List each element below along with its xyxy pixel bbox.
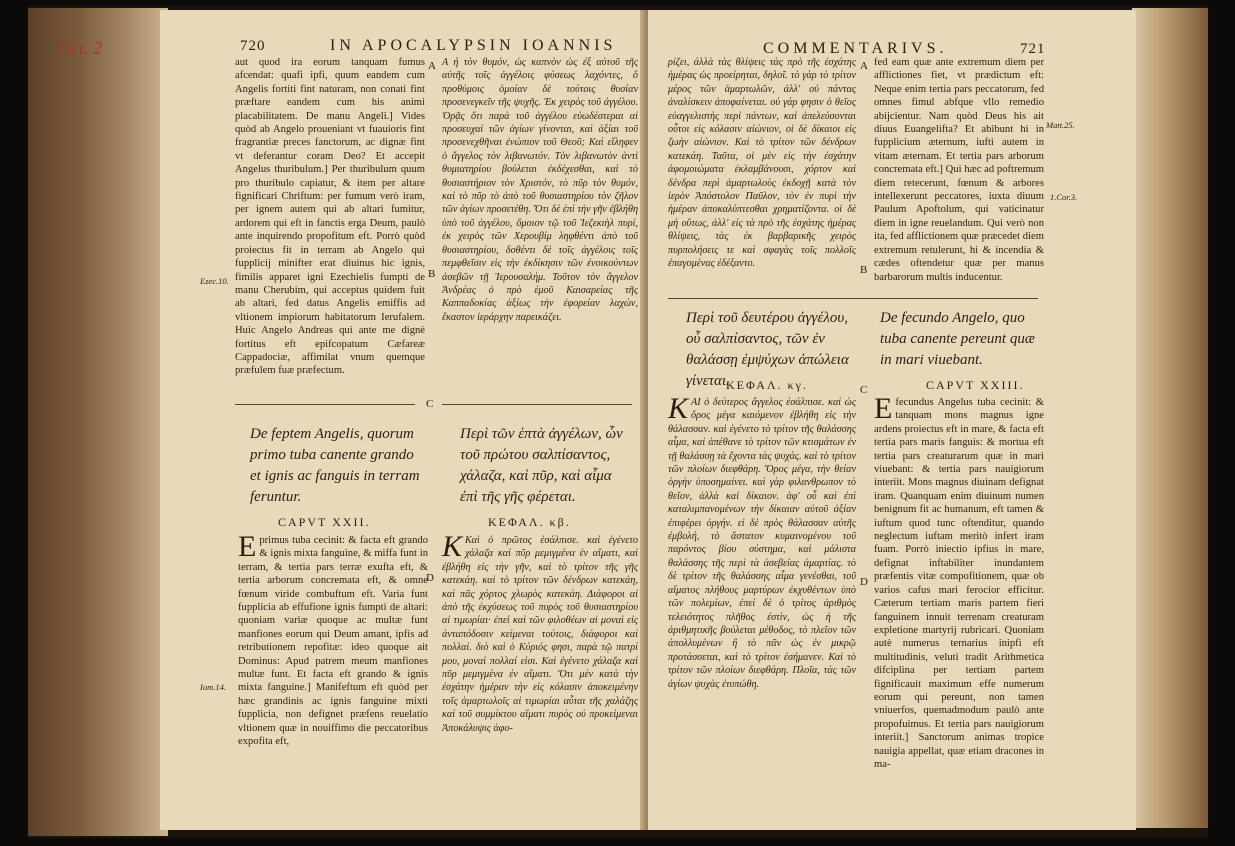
caput-latin: CAPVT XXIII. <box>926 378 1025 392</box>
chapter-heading-greek: Περὶ τοῦ δευτέρου ἀγγέλου, οὗ σαλπίσαντος, τῶν ἐν θαλάσσῃ ἐμψύχων ἀπώλεια γίνεται. <box>686 310 849 389</box>
margin-note-corinthians: 1.Cor.3. <box>1050 192 1078 202</box>
latin-column-lower <box>238 530 428 824</box>
section-letter-c: C <box>426 398 434 410</box>
drop-cap-k: K <box>442 530 463 563</box>
latin-column-lower <box>874 392 1044 826</box>
handwritten-ink-note: Oct. 2 <box>58 38 102 58</box>
greek-column-upper <box>442 56 638 386</box>
greek-text-lower: Καὶ ὁ πρῶτος ἐσάλπισε. καὶ ἐγένετο χάλαζα καὶ πῦρ μεμιγμένα ἐν αἵματι, καὶ ἐβλήθη εἰς τὴν γῆν, καὶ τὸ τρίτον τῆς γῆς κατεκάη. καὶ τὸ τρίτον τῶν δένδρων κατεκάη, καὶ πᾶς χόρτος χλωρὸς κατεκάη. Διάφοροι αἱ ἀπὸ τῆς ἐκχύσεως τοῦ πυρὸς τοῦ θυσιαστηρίου αἱ τιμωρίαι· ἐπεὶ καὶ τῶν φιλοθέων αἱ μοναὶ εἰς ἀνταπόδοσιν κείμεναι τούτοις, διάφοροι καὶ πολλαί. διὸ καὶ ὁ Κύριός φησι, παρὰ τῷ πατρί μου, μοναὶ πολλαί εἰσι. Καὶ ἐγένετο χάλαζα καὶ πῦρ μεμιγμένα ἐν αἵματι. Ὅτι μὲν κατὰ τὴν ἐσχάτην ἡμέραν τὴν εἰς κόλασιν ἀποκειμένην τοῖς ἁμαρτωλοῖς αἱ τιμωρίαι αὗται τῆς χαλάζης καὶ τοῦ συμμίκτου αἵματι πυρὸς οὐ προκείμεναι Ἀποκάλυψις ἀφο- <box>442 535 638 734</box>
greek-text-upper: ρίζει, ἀλλὰ τὰς θλίψεις τὰς πρὸ τῆς ἐσχάτης ἡμέρας ὡς προείρηται, δηλοῖ. τὸ γὰρ τὸ τρίτον μέρος τῶν ἁμαρτωλῶν, ἀλλ' οὐ πάντας ἀναλίσκειν ἀποφαίνεται. οὐ γάρ φησιν ὁ θεῖος εὐαγγελιστὴς περὶ πάντων, καὶ ἀπελεύσονται οὗτοι εἰς κόλασιν αἰώνιον, οἱ δὲ δίκαιοι εἰς ζωὴν αἰώνιον. Καὶ τὸ τρίτον τῶν δένδρων κατεκάη. Ταῦτα, οἱ μὲν εἰς τὴν ἐσχάτην ἀφομοιώματα ἐκλαμβάνουσι, χόρτον καὶ δένδρα περὶ ἁμαρτωλοὺς ἐκδοχῇ κατὰ τὸν ἱερὸν Ἀπόστολον Παῦλον, τὸν ἐν πυρὶ τὴν ἡμέραν ἀποκαλύπτεσθαι χρηματίζοντα. οἱ δὲ μὴ οὕτως, ἀλλ' εἰς τὰ πρὸ τῆς ἐσχάτης ἡμέρας θλίψεις, τὰς ἐκ βαρβαρικῆς χειρὸς πυρπολήσεις τε καὶ σφαγὰς τοῖς πολλοῖς ἐπαγομένας ἐδέξαντο. <box>668 57 856 270</box>
greek-column-upper <box>668 56 856 296</box>
caput-greek: ΚΕΦΑΛ. κγ. <box>726 378 808 392</box>
section-rule <box>668 298 1038 299</box>
margin-note-matthew: Matt.25. <box>1046 120 1075 130</box>
section-letter-d: D <box>426 572 434 584</box>
chapter-heading-latin: De feptem Angelis, quorum primo tuba canente grando et ignis ac fanguis in terram feruntur. <box>250 426 420 505</box>
greek-text-lower: ΑΙ ὁ δεύτερος ἄγγελος ἐσάλπισε. καὶ ὡς ὄρος μέγα καιόμενον ἐβλήθη εἰς τὴν θάλασσαν. καὶ ἐγένετο τὸ τρίτον τῆς θαλάσσης αἷμα, καὶ ἀπέθανε τὸ τρίτον τῶν κτισμάτων ἐν τῇ θαλάσσῃ τὰ ἔχοντα τὰς ψυχάς. καὶ τὸ τρίτον τῶν πλοίων διεφθάρη. Ὄρος μέγα, τὴν θείαν ὀργὴν ὑποσημαίνει. καὶ γὰρ φιλανθρωπον τὸ θεῖον, ἀλλὰ καὶ δίκαιον. ἀφ' οὗ καὶ ἐπὶ καταλιμπανομένων τὴν δίκαιαν αὐτοῦ ἀξίαν ἐπιφέρει ὀργήν. εἰ δὲ πρὸς θάλασσαν αὐτῆς ἐμβολή, τὸ ἄστατον κυμαινομένου τοῦ παρόντος βίου σύστημα, καὶ μάλιστα θαλάσσης τῆς περὶ τὰ ἀσεβείας ἀμαρτίας. τὸ δὲ τρίτον τῆς θαλάσσης αἷμα γενέσθαι, τοῦ αἵματος πλήθους μαρτύρων ἐκχυθέντων ὑπὸ τῶν πολεμίων, ἐπεὶ δὲ ὁ τρίτος ἀριθμὸς τελειότητος πλῆθος ἐστὶν, ὡς ἡ τῆς ἀριθμητικῆς βούλεται μέθοδος, τὸ πλεῖον τῶν ἀπολλυμένων ἢ τὸ πᾶν ὡς ἐν μικρῷ προτάσσεται, καὶ τὸ τρίτον ἐσήμανεν. Καὶ τὸ τρίτον τῶν πλοίων διεφθάρη. Πλοῖα, τὰς τῶν ἁγίων ψυχὰς ἐτυπώθη. <box>668 397 856 690</box>
section-letter-c: C <box>860 384 868 396</box>
drop-cap-k: K <box>668 392 689 425</box>
margin-note-ioan: Iom.14. <box>200 682 226 692</box>
latin-text-upper: aut quod ira eorum tanquam fumus afcendat: quafi ipfi, quum eandem cum Angelis fortiti fint naturam, non conati fint præftare eandem cum his animi placabilitatem. De manu Angeli.] Vides quòd ab Angelo proueniant vt fuauioris fint fragrantiæ preces fanctorum, ac dignæ fint vt deferantur coram Deo? Et accepit Angelus thuribulum.] Per thuribulum quum pro thuribulo capiatur, & item per altare fignificari Chriftum: per fumum verò iram, per ignem autem qui ab altari fumitur, ardorem qui eft in fanctis erga Deum, paulò ante inquirendo propofitum eft. Porrò quòd proiectus fit in terram ab Angelo qui fupplicij minifter erat diuinus hic ignis, fimilis apparet igni Ezechielis fumpti de manu Cherubim, qui acceptus quidem fuit ab altari, fed datus Angelis emiffis ad vltionem impiorum habitatorum Ierufalem. Huic Angelo Andreas qui ante me dignè fortitus eft epifcopatum Cæfareæ Cappadociæ, affimilat vnum quemque præfulem fuæ præfectum. <box>235 57 425 377</box>
drop-cap-e: E <box>238 530 257 563</box>
section-rule-left <box>235 404 415 405</box>
greek-column-lower <box>668 392 856 826</box>
left-page-edges <box>28 8 168 836</box>
margin-note-ezechiel: Ezec.10. <box>200 276 229 286</box>
latin-text-lower: primus tuba cecinit: & facta eft grando & ignis mixta fanguine, & miffa funt in terram, & tertia pars terræ exufta eft, & tertia arborum concremata eft, & omne fœnum viride combuftum eft. Varia funt fupplicia ab effufione ignis fumpti de altari: quoniam variæ quoque ac multæ funt manfiones eorum qui Deum amant, ipfis ad retributionem repofitæ: ideo quoque ait Dominus: Apud patrem meum manfiones multæ funt. Et facta eft grando & ignis mixta fanguine.] Manifeftum eft quòd per hæc grandinis ac ignis fanguine mixti fupplicia, non defignet præfens reuelatio vltionem quæ in nouiffimo die peccatoribus expofita eft, <box>238 535 428 748</box>
greek-column-lower <box>442 530 638 824</box>
drop-cap-e: E <box>874 392 893 425</box>
section-rule-right <box>442 404 632 405</box>
right-page <box>648 10 1136 830</box>
chapter-heading-latin: De fecundo Angelo, quo tuba canente pereunt quæ in mari viuebant. <box>880 310 1035 368</box>
right-page-edges <box>1132 8 1208 828</box>
latin-text-upper: fed eam quæ ante extremum diem per afflictiones fiet, vt prædictum eft: Neque enim tertia pars peccatorum, fed omnes fimul abfque vllo remedio abijcientur. Nam quòd Deus his ait diuus Euangelifta? Et abibunt hi in fupplicium æternum, iufti autem in vitam æternam. Et tertia pars arborum concremata eft.] Qui hæc ad poftremum diem retecerunt, fœnum & arbores intellexerunt peccatores, iuxta diuum Paulum Apoftolum, qui vaticinatur diem in igne reuelandum. Qui verò non ita, fed afflictionem quæ præcedet diem extremum retulerunt, hi & incendia & cædes oftendetur quæ per manus barbarorum multis inducentur. <box>874 57 1044 283</box>
chapter-heading-greek: Περὶ τῶν ἑπτὰ ἀγγέλων, ὧν τοῦ πρώτου σαλπίσαντος, χάλαζα, καὶ πῦρ, καὶ αἷμα ἐπὶ τῆς γῆς φέρεται. <box>460 426 623 505</box>
section-letter-d: D <box>860 576 868 588</box>
running-head: IN APOCALYPSIN IOANNIS <box>330 37 617 54</box>
caput-greek: ΚΕΦΑΛ. κβ. <box>488 515 571 529</box>
caput-latin: CAPVT XXII. <box>278 515 371 529</box>
section-letter-b: B <box>428 268 436 280</box>
section-letter-b: B <box>860 264 868 276</box>
latin-column-upper <box>235 56 425 386</box>
latin-column-upper <box>874 56 1044 296</box>
greek-text-upper: Α ή τὸν θυμόν, ὡς καπνὸν ὡς ἐξ αὐτοῦ τῆς αὐτῆς τοῖς ἀγγέλοις φύσεως λαχόντες, ὃ προθύμοις ὁμοίαν δὲ τούτοις θυσίαν προσενεγκεῖν τῆς ψυχῆς. Ἐκ χειρὸς τοῦ ἀγγέλου. Ὁρᾷς ὅτι παρὰ τοῦ ἀγγέλου εὐωδέστεραι αἱ προσευχαὶ τῶν ἁγίων γίνονται, καὶ ἀξίαι τοῦ προσενεχθῆναι ἐνώπιον τοῦ Θεοῦ; Καὶ εἴληφεν ὁ ἄγγελος τὸν λιβανωτόν. Τὸν λιβανωτὸν ἀντὶ θυμιατηρίου βούλεται ἐκδέχεσθαι, καὶ τὸ θυσιαστήριον τὸν Χριστόν, τὸ πῦρ τὸν θυμόν, καὶ τὸ πῦρ τὸ ἀπὸ τοῦ θυσιαστηρίου τὸν ζῆλον τῶν ἁγίων προσετέθη. Ὅτι δὲ ἐπὶ τὴν γῆν ἐβλήθη ὑπὸ τοῦ ἀγγέλου, ὅμοιον τῷ τοῦ Ἰεζεκιὴλ πυρί, ἐκ χειρὸς τῶν Χερουβίμ ληφθέντι ἀπὸ τοῦ θυσιαστηρίου, δοθέντι δὲ τοῖς ἀγγέλοις τοῖς πεμφθεῖσιν εἰς τὴν ἐκδίκησιν τῶν ἐνοικούντων ἀσεβῶν τῇ Ἱερουσαλήμ. Τοῦτον τὸν ἄγγελον Ἀνδρέας ὁ πρὸ ἐμοῦ Καισαρείας τῆς Καππαδοκίας ἀξίως τὴν ἐφορείαν λαχών, ἕκαστον ἱεράρχην παρεικάζει. <box>442 57 638 323</box>
running-head: COMMENTARIVS. <box>763 40 948 57</box>
section-letter-a: A <box>428 60 436 72</box>
latin-text-lower: fecundus Angelus tuba cecinit: & tanquam mons magnus igne ardens proiectus eft in mare, & facta eft tertia pars maris fanguis: & mortua eft tertia pars creaturarum quæ in mari viuebant: & tertia pars nauigiorum interiit. Mons magnus diuinam defignat iram. Quanquam enim diuinum numen benignum fit ac humanum, eft tamen & iuftum quod tunc oftenditur, quando neglectum iuftam meritò infert iram fuam. Porrò iniectio ipfius in mare, defignat inftabiliter inundantem præfentis vitæ compofitionem, quæ ob varios cafus mari ferocior efficitur. Cæterum tertiam maris partem fieri fanguinem innuit terrenam creaturam expletione martyrij rubricari. Quoniam autè numerus ternarius inipfi eft multitudinis, veluti tradit Arithmetica difciplina per tertiam partem fignificauit maximum effe numerum eorum qui pereunt, non tamen vniuerfos, quemadmodum paulò ante propofuimus. Et tertia pars nauigiorum interiit.] Sanctorum animas tropice nauigia appellat, quæ etiam dracones in ma- <box>874 397 1044 770</box>
page-number: 720 <box>240 38 266 54</box>
page-number: 721 <box>1020 41 1046 57</box>
section-letter-a: A <box>860 60 868 72</box>
left-page <box>160 10 646 830</box>
